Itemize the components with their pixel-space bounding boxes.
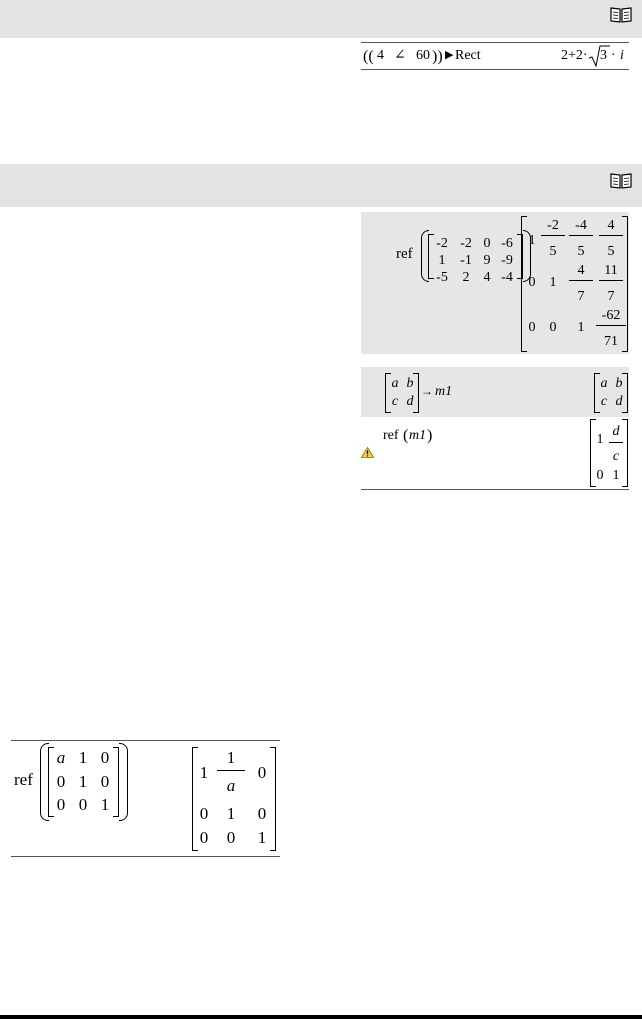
- result-cell: 1: [596, 432, 604, 447]
- matrix-cell: -2: [436, 236, 448, 251]
- fraction-bar: [599, 235, 623, 236]
- matrix-cell: -9: [501, 253, 513, 268]
- matrix-cell: -6: [501, 236, 513, 251]
- matrix-cell: -1: [460, 253, 472, 268]
- section-header-band: [0, 164, 642, 207]
- fraction-bar: [609, 442, 623, 443]
- page-footer-rule: [0, 1015, 642, 1019]
- fraction-numerator: 11: [604, 263, 618, 278]
- result-real: 2+2·: [561, 48, 588, 63]
- ref-function: ref: [383, 428, 399, 443]
- result-bracket-right: [622, 419, 628, 487]
- matrix-cell: -2: [460, 236, 472, 251]
- example-ref-symbolic: [361, 367, 629, 490]
- fraction-bar: [569, 235, 593, 236]
- matrix-cell: 0: [100, 772, 110, 791]
- fraction-denominator: 71: [604, 334, 618, 349]
- open-paren: ((: [363, 48, 374, 65]
- matrix-cell: 9: [483, 253, 491, 268]
- matrix-cell: 0: [56, 772, 66, 791]
- example-ref-numeric: [361, 212, 629, 354]
- result-bracket-right: [622, 216, 628, 352]
- fraction-denominator: 7: [577, 289, 585, 304]
- call-close-paren: ): [427, 427, 433, 444]
- fraction-denominator: c: [612, 449, 620, 464]
- outer-paren-right: [119, 743, 128, 821]
- result-cell: 1: [612, 468, 620, 483]
- bracket-right: [413, 373, 419, 413]
- result-cell: 1: [257, 828, 267, 847]
- result-cell: 1: [226, 804, 236, 823]
- result-bracket-right: [270, 747, 276, 851]
- matrix-cell: -5: [436, 270, 448, 285]
- result-cell: 0: [596, 468, 604, 483]
- store-row: [361, 367, 629, 417]
- imaginary-unit: i: [620, 48, 624, 63]
- book-icon[interactable]: [610, 172, 632, 190]
- example-rect-conversion: [361, 42, 629, 70]
- fraction-numerator: 4: [577, 263, 585, 278]
- ref-function: ref: [14, 770, 33, 789]
- matrix-cell: 1: [78, 748, 88, 767]
- warning-icon: [361, 447, 374, 458]
- result-cell: c: [600, 394, 608, 409]
- fraction-numerator: -62: [601, 308, 621, 323]
- rect-command: Rect: [455, 48, 481, 63]
- magnitude: 4: [377, 48, 384, 63]
- convert-arrow: ▶: [445, 49, 454, 61]
- result-cell: 0: [257, 763, 267, 782]
- matrix-cell: d: [406, 394, 414, 409]
- matrix-cell: 4: [483, 270, 491, 285]
- fraction-numerator: 1: [226, 748, 236, 767]
- matrix-cell: -4: [501, 270, 513, 285]
- call-open-paren: (: [403, 427, 409, 444]
- result-cell: 0: [257, 804, 267, 823]
- result-cell: 0: [528, 275, 536, 290]
- result-dot: ·: [611, 48, 616, 63]
- matrix-cell: 1: [438, 253, 446, 268]
- matrix-cell: 0: [78, 795, 88, 814]
- matrix-cell: c: [391, 394, 399, 409]
- result-cell: 1: [577, 320, 585, 335]
- result-cell: 1: [528, 233, 536, 248]
- fraction-denominator: 5: [577, 244, 585, 259]
- matrix-cell: b: [406, 376, 414, 391]
- fraction-numerator: 4: [607, 218, 615, 233]
- fraction-bar: [217, 770, 245, 771]
- close-paren: )): [432, 48, 443, 65]
- fraction-denominator: a: [226, 776, 236, 795]
- result-cell: 0: [528, 320, 536, 335]
- angle-symbol: ∠: [394, 48, 406, 63]
- result-bracket-right: [622, 373, 628, 413]
- result-cell: 0: [199, 804, 209, 823]
- fraction-bar: [569, 280, 593, 281]
- fraction-numerator: d: [612, 424, 620, 439]
- matrix-cell: 0: [100, 748, 110, 767]
- result-cell: 0: [226, 828, 236, 847]
- result-cell: 1: [549, 275, 557, 290]
- angle-value: 60: [416, 48, 430, 63]
- section-header-band: [0, 0, 642, 38]
- result-cell: 1: [199, 763, 209, 782]
- book-icon[interactable]: [610, 6, 632, 24]
- matrix-cell: a: [56, 748, 66, 767]
- result-cell: 0: [199, 828, 209, 847]
- matrix-cell: 1: [78, 772, 88, 791]
- result-sqrt-arg: 3: [600, 48, 607, 63]
- store-arrow: →: [421, 384, 433, 398]
- fraction-bar: [541, 235, 565, 236]
- result-cell: d: [615, 394, 623, 409]
- variable-name: m1: [435, 384, 453, 399]
- matrix-cell: 0: [483, 236, 491, 251]
- ref-function: ref: [396, 246, 413, 262]
- fraction-denominator: 5: [607, 244, 615, 259]
- result-cell: a: [600, 376, 608, 391]
- matrix-cell: 0: [56, 795, 66, 814]
- fraction-denominator: 5: [549, 244, 557, 259]
- matrix-cell: 1: [100, 795, 110, 814]
- example-ref-parameter: [11, 740, 280, 857]
- result-cell: b: [615, 376, 623, 391]
- variable-name: m1: [409, 428, 427, 443]
- result-cell: 0: [549, 320, 557, 335]
- fraction-bar: [599, 280, 623, 281]
- matrix-cell: a: [391, 376, 399, 391]
- matrix-cell: 2: [462, 270, 470, 285]
- fraction-numerator: -2: [547, 218, 559, 233]
- fraction-denominator: 7: [607, 289, 615, 304]
- fraction-numerator: -4: [575, 218, 587, 233]
